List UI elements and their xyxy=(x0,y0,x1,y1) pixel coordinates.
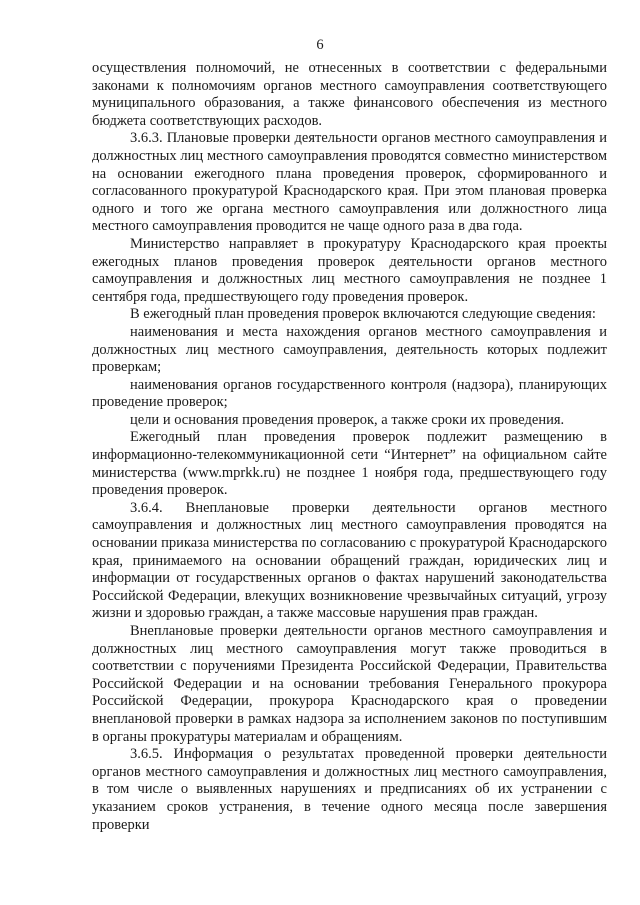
paragraph-plan-contents: В ежегодный план проведения проверок включаются следующие сведения: xyxy=(130,306,596,323)
paragraph-3-6-3: 3.6.3. Плановые проверки деятельности органов местного самоуправления и должностных лиц местного самоуправления проводятся совместно министерством на основании ежегодного плана проведения проверок, сформированного и согласованного прокуратурой Краснодарского края. При этом плановая проверка одного и того же органа местного самоуправления или должностного лица местного самоуправления проводится не чаще одного раза в два года. xyxy=(92,130,607,235)
list-item-goals-terms: цели и основания проведения проверок, а также сроки их проведения. xyxy=(130,411,565,428)
document-body xyxy=(92,60,607,834)
paragraph-unscheduled-checks: Внеплановые проверки деятельности органов местного самоуправления и должностных лиц местного самоуправления могут также проводиться в соответствии с поручениями Президента Российской Федерации, Правительства Российской Федерации и на основании требования Генерального прокурора Российской Федерации, прокурора Краснодарского края о проведении внеплановой проверки в рамках надзора за исполнением законов по поступившим в органы прокуратуры материалам и обращениям. xyxy=(92,623,607,745)
list-item-names-locations: наименования и места нахождения органов местного самоуправления и должностных лиц местного самоуправления, деятельность которых подлежит проверкам; xyxy=(92,323,607,376)
paragraph-3-6-5: 3.6.5. Информация о результатах проведенной проверки деятельности органов местного самоуправления и должностных лиц местного самоуправления, в том числе о выявленных нарушениях и предписаниях об их устранении с указанием сроков устранения, в течение одного месяца после завершения проверки xyxy=(92,746,607,833)
page-number: 6 xyxy=(316,37,324,53)
paragraph-continuation: осуществления полномочий, не отнесенных в соответствии с федеральными законами к полномочиям органов местного самоуправления соответствующего муниципального образования, а также финансового обеспечения из местного бюджета соответствующих расходов. xyxy=(92,60,607,129)
list-item-control-bodies: наименования органов государственного контроля (надзора), планирующих проведение проверок; xyxy=(92,376,607,411)
paragraph-plan-publication: Ежегодный план проведения проверок подлежит размещению в информационно-телекоммуникационной сети “Интернет” на официальном сайте министерства (www.mprkk.ru) не позднее 1 ноября года, предшествующего году проведения проверок. xyxy=(92,429,607,499)
paragraph-3-6-4: 3.6.4. Внеплановые проверки деятельности органов местного самоуправления и должностных лиц местного самоуправления проводятся на основании приказа министерства по согласованию с прокуратурой Краснодарского края, принимаемого на основании обращений граждан, юридических лиц и информации от государственных органов о фактах нарушений законодательства Российской Федерации, влекущих возникновение чрезвычайных ситуаций, угрозу жизни и здоровью граждан, а также массовые нарушения прав граждан. xyxy=(92,499,607,622)
paragraph-plan-submission: Министерство направляет в прокуратуру Краснодарского края проекты ежегодных планов проведения проверок деятельности органов местного самоуправления и должностных лиц местного самоуправления не позднее 1 сентября года, предшествующего году проведения проверок. xyxy=(92,235,607,305)
